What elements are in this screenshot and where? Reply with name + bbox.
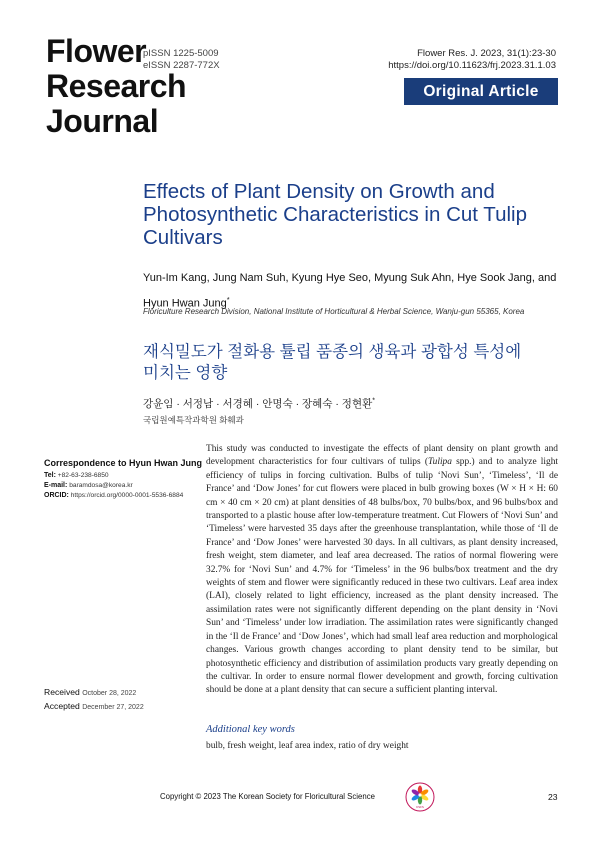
correspondence-block [44, 458, 203, 501]
citation-block [388, 48, 556, 72]
orcid-link[interactable]: https://orcid.org/0000-0001-5536-6884 [70, 492, 184, 499]
keywords-list: bulb, fresh weight, leaf area index, ratio of dry weight [206, 741, 409, 751]
title-line: Cultivars [143, 226, 223, 249]
eissn: eISSN 2287-772X [143, 60, 220, 71]
abstract-genus: Tulipa [427, 457, 452, 468]
corresponding-mark: * [372, 397, 375, 405]
copyright: Copyright © 2023 The Korean Society for Floricultural Science [160, 792, 375, 801]
article-type-banner: Original Article [404, 78, 558, 105]
affiliation-kr: 국립원예특작과학원 화훼과 [143, 415, 244, 425]
title-line: 재식밀도가 절화용 튤립 품종의 생육과 광합성 특성에 [143, 343, 522, 361]
received-date: October 28, 2022 [82, 690, 137, 697]
logo-text: KSFS [416, 805, 424, 809]
orcid-line [44, 491, 194, 501]
abstract [206, 443, 558, 698]
doi-link[interactable]: https://doi.org/10.11623/frj.2023.31.1.03 [388, 60, 556, 71]
citation: Flower Res. J. 2023, 31(1):23-30 [417, 48, 556, 59]
email-label: E-mail: [44, 482, 68, 489]
pissn: pISSN 1225-5009 [143, 48, 219, 59]
orcid-label: ORCID: [44, 492, 69, 499]
journal-name-line: Research [46, 68, 187, 104]
authors-line: Yun-Im Kang, Jung Nam Suh, Kyung Hye Seo, Myung Suk Ahn, Hye Sook Jang, and [143, 272, 557, 284]
article-title-en [143, 180, 563, 249]
abstract-text: This study was conducted to investigate the effects of plant density on plant growth and development characteristics for four cultivars of tulips ( [206, 444, 558, 468]
page-number: 23 [548, 792, 558, 802]
journal-name-line: Journal [46, 103, 159, 139]
abstract-text: spp.) and to analyze light efficiency of tulips in forcing cultivation. Bulbs of tulip ‘Novi Sun’, ‘Timeless’, ‘Il de France’ and ‘Dow Jones’ for cut flowers were placed in bulb growing boxes (W × H × H: 60 cm × 40 cm × 20 cm) at plant densities of 48 bulbs/box, 70 bulbs/box, and 96 bulbs/box and transported to a plastic house after low-temperature treatment. Cut Flowers of ‘Novi Sun’ and ‘Timeless’ were harvested 35 days after the greenhouse transplantation, while those of ‘Il de France’ and ‘Dow Jones’ were harvested 30 days. In all cultivars, as plant density increased, fresh weight, stem diameter, and leaf area decreased. The ratios of normal flowering were 32.7% for ‘Novi Sun’ and 4.7% for ‘Timeless’ in the 96 bulbs/box treatment and the dry weights of stem and flower were significantly reduced in these two cultivars. Leaf area index (LAI), closely related to light efficiency, increased as the plant density increased. The assimilation rates were not significantly different depending on the plant density in ‘Novi Sun’ and ‘Timeless’ under low irradiation. The assimilation rates were significantly changed in the ‘Il de France’ and ‘Dow Jones’, which had small leaf area reduction and morphological changes. Various growth changes according to plant density tend to be similar, but photosynthetic efficiency and distribution of assimilation products vary greatly depending on the cultivar. In order to ensure normal flower development and growth, forcing cultivation should be done at a plant density that can secure a sufficient planting interval. [206, 457, 558, 696]
authors-line: Hyun Hwan Jung [143, 297, 227, 310]
email-line [44, 481, 194, 491]
title-line: Photosynthetic Characteristics in Cut Tulip [143, 203, 527, 226]
tel-label: Tel: [44, 472, 56, 479]
society-logo-icon [405, 782, 435, 812]
journal-name-line: Flower [46, 33, 147, 69]
received-label: Received [44, 687, 80, 697]
corresponding-mark: * [226, 295, 230, 304]
dates-block [44, 686, 144, 714]
affiliation-en: Floriculture Research Division, National Institute of Horticultural & Herbal Science, Wanju-gun 55365, Korea [143, 307, 525, 316]
keywords-heading: Additional key words [206, 724, 295, 735]
article-title-kr [143, 342, 563, 384]
email-link[interactable]: baramdosa@korea.kr [69, 482, 133, 489]
title-line: 미치는 영향 [143, 364, 228, 382]
correspondence-title: Correspondence to Hyun Hwan Jung [44, 458, 203, 468]
issn-block [143, 48, 220, 72]
title-line: Effects of Plant Density on Growth and [143, 180, 495, 203]
authors-kr-text: 강윤임 · 서정남 · 서경혜 · 안명숙 · 장혜숙 · 정현환 [143, 398, 373, 410]
accepted-date: December 27, 2022 [82, 704, 144, 711]
tel-line [44, 471, 194, 481]
accepted-label: Accepted [44, 701, 80, 711]
tel-value: +82-63-238-6850 [57, 472, 109, 479]
authors-kr [143, 396, 375, 411]
